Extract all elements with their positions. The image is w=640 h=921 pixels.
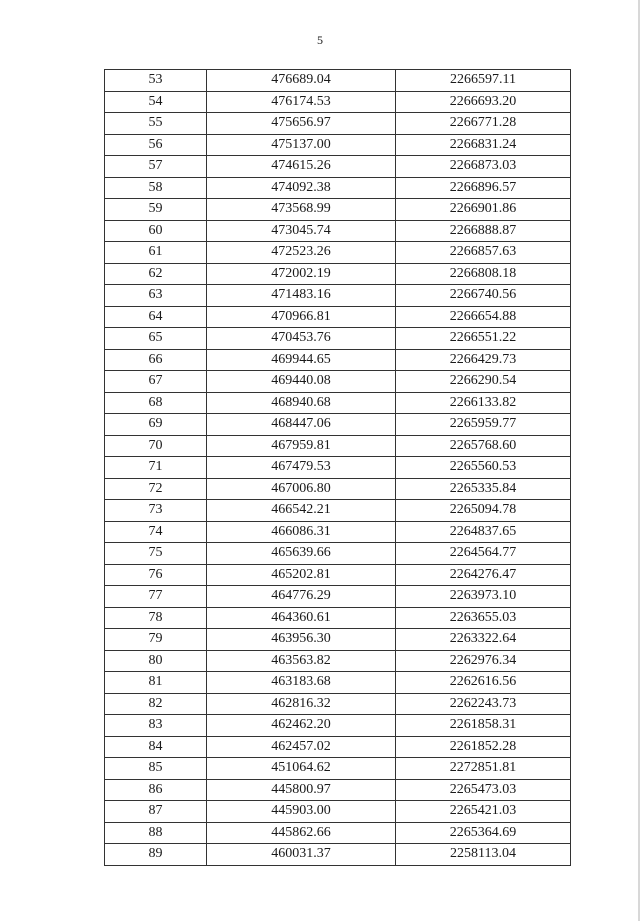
table-row (105, 650, 571, 672)
point-number-cell: 87 (105, 801, 207, 823)
table-row (105, 242, 571, 264)
y-coordinate-cell: 2265768.60 (396, 435, 571, 457)
y-coordinate-cell: 2266133.82 (396, 392, 571, 414)
point-number-cell: 62 (105, 263, 207, 285)
table-row (105, 500, 571, 522)
x-coordinate-cell: 445903.00 (207, 801, 396, 823)
table-row (105, 629, 571, 651)
table-row (105, 478, 571, 500)
table-row (105, 220, 571, 242)
x-coordinate-cell: 473045.74 (207, 220, 396, 242)
y-coordinate-cell: 2266771.28 (396, 113, 571, 135)
table-row (105, 607, 571, 629)
y-coordinate-cell: 2266873.03 (396, 156, 571, 178)
y-coordinate-cell: 2266693.20 (396, 91, 571, 113)
coordinate-table-body (105, 70, 571, 866)
x-coordinate-cell: 468940.68 (207, 392, 396, 414)
x-coordinate-cell: 467959.81 (207, 435, 396, 457)
y-coordinate-cell: 2266290.54 (396, 371, 571, 393)
y-coordinate-cell: 2272851.81 (396, 758, 571, 780)
x-coordinate-cell: 469944.65 (207, 349, 396, 371)
x-coordinate-cell: 468447.06 (207, 414, 396, 436)
table-row (105, 285, 571, 307)
point-number-cell: 64 (105, 306, 207, 328)
x-coordinate-cell: 475656.97 (207, 113, 396, 135)
x-coordinate-cell: 471483.16 (207, 285, 396, 307)
table-row (105, 715, 571, 737)
point-number-cell: 71 (105, 457, 207, 479)
point-number-cell: 85 (105, 758, 207, 780)
x-coordinate-cell: 470453.76 (207, 328, 396, 350)
table-row (105, 758, 571, 780)
point-number-cell: 53 (105, 70, 207, 92)
table-row (105, 844, 571, 866)
y-coordinate-cell: 2265335.84 (396, 478, 571, 500)
y-coordinate-cell: 2266597.11 (396, 70, 571, 92)
point-number-cell: 86 (105, 779, 207, 801)
y-coordinate-cell: 2261852.28 (396, 736, 571, 758)
y-coordinate-cell: 2264564.77 (396, 543, 571, 565)
point-number-cell: 59 (105, 199, 207, 221)
x-coordinate-cell: 476689.04 (207, 70, 396, 92)
y-coordinate-cell: 2265473.03 (396, 779, 571, 801)
table-row (105, 801, 571, 823)
x-coordinate-cell: 462816.32 (207, 693, 396, 715)
table-row (105, 263, 571, 285)
point-number-cell: 65 (105, 328, 207, 350)
y-coordinate-cell: 2266888.87 (396, 220, 571, 242)
y-coordinate-cell: 2266654.88 (396, 306, 571, 328)
point-number-cell: 68 (105, 392, 207, 414)
x-coordinate-cell: 463956.30 (207, 629, 396, 651)
point-number-cell: 72 (105, 478, 207, 500)
y-coordinate-cell: 2266857.63 (396, 242, 571, 264)
table-row (105, 328, 571, 350)
table-row (105, 586, 571, 608)
point-number-cell: 74 (105, 521, 207, 543)
table-row (105, 822, 571, 844)
x-coordinate-cell: 476174.53 (207, 91, 396, 113)
table-row (105, 693, 571, 715)
x-coordinate-cell: 473568.99 (207, 199, 396, 221)
x-coordinate-cell: 465639.66 (207, 543, 396, 565)
point-number-cell: 78 (105, 607, 207, 629)
x-coordinate-cell: 472523.26 (207, 242, 396, 264)
x-coordinate-cell: 463183.68 (207, 672, 396, 694)
x-coordinate-cell: 467479.53 (207, 457, 396, 479)
x-coordinate-cell: 464360.61 (207, 607, 396, 629)
point-number-cell: 75 (105, 543, 207, 565)
y-coordinate-cell: 2262616.56 (396, 672, 571, 694)
x-coordinate-cell: 466542.21 (207, 500, 396, 522)
y-coordinate-cell: 2266808.18 (396, 263, 571, 285)
x-coordinate-cell: 462462.20 (207, 715, 396, 737)
table-row (105, 70, 571, 92)
table-row (105, 779, 571, 801)
x-coordinate-cell: 463563.82 (207, 650, 396, 672)
table-row (105, 199, 571, 221)
table-row (105, 177, 571, 199)
table-row (105, 113, 571, 135)
x-coordinate-cell: 464776.29 (207, 586, 396, 608)
x-coordinate-cell: 451064.62 (207, 758, 396, 780)
point-number-cell: 81 (105, 672, 207, 694)
table-row (105, 564, 571, 586)
y-coordinate-cell: 2265421.03 (396, 801, 571, 823)
x-coordinate-cell: 469440.08 (207, 371, 396, 393)
point-number-cell: 54 (105, 91, 207, 113)
x-coordinate-cell: 465202.81 (207, 564, 396, 586)
y-coordinate-cell: 2263655.03 (396, 607, 571, 629)
x-coordinate-cell: 474092.38 (207, 177, 396, 199)
x-coordinate-cell: 475137.00 (207, 134, 396, 156)
x-coordinate-cell: 466086.31 (207, 521, 396, 543)
table-row (105, 91, 571, 113)
x-coordinate-cell: 474615.26 (207, 156, 396, 178)
y-coordinate-cell: 2265364.69 (396, 822, 571, 844)
x-coordinate-cell: 472002.19 (207, 263, 396, 285)
point-number-cell: 79 (105, 629, 207, 651)
y-coordinate-cell: 2266831.24 (396, 134, 571, 156)
table-row (105, 156, 571, 178)
y-coordinate-cell: 2266901.86 (396, 199, 571, 221)
point-number-cell: 69 (105, 414, 207, 436)
table-row (105, 134, 571, 156)
point-number-cell: 61 (105, 242, 207, 264)
point-number-cell: 70 (105, 435, 207, 457)
table-row (105, 672, 571, 694)
table-row (105, 435, 571, 457)
x-coordinate-cell: 445862.66 (207, 822, 396, 844)
table-row (105, 457, 571, 479)
point-number-cell: 57 (105, 156, 207, 178)
x-coordinate-cell: 445800.97 (207, 779, 396, 801)
point-number-cell: 67 (105, 371, 207, 393)
table-row (105, 736, 571, 758)
y-coordinate-cell: 2258113.04 (396, 844, 571, 866)
point-number-cell: 88 (105, 822, 207, 844)
page-number: 5 (317, 33, 323, 47)
point-number-cell: 58 (105, 177, 207, 199)
y-coordinate-cell: 2264276.47 (396, 564, 571, 586)
point-number-cell: 89 (105, 844, 207, 866)
y-coordinate-cell: 2261858.31 (396, 715, 571, 737)
y-coordinate-cell: 2266740.56 (396, 285, 571, 307)
x-coordinate-cell: 467006.80 (207, 478, 396, 500)
table-row (105, 543, 571, 565)
y-coordinate-cell: 2264837.65 (396, 521, 571, 543)
coordinate-table (104, 69, 571, 866)
y-coordinate-cell: 2262976.34 (396, 650, 571, 672)
point-number-cell: 56 (105, 134, 207, 156)
point-number-cell: 60 (105, 220, 207, 242)
point-number-cell: 83 (105, 715, 207, 737)
table-row (105, 521, 571, 543)
x-coordinate-cell: 470966.81 (207, 306, 396, 328)
y-coordinate-cell: 2265094.78 (396, 500, 571, 522)
table-row (105, 414, 571, 436)
y-coordinate-cell: 2265959.77 (396, 414, 571, 436)
point-number-cell: 76 (105, 564, 207, 586)
point-number-cell: 84 (105, 736, 207, 758)
point-number-cell: 73 (105, 500, 207, 522)
table-row (105, 349, 571, 371)
y-coordinate-cell: 2263322.64 (396, 629, 571, 651)
x-coordinate-cell: 460031.37 (207, 844, 396, 866)
x-coordinate-cell: 462457.02 (207, 736, 396, 758)
y-coordinate-cell: 2266551.22 (396, 328, 571, 350)
table-row (105, 392, 571, 414)
point-number-cell: 80 (105, 650, 207, 672)
y-coordinate-cell: 2266896.57 (396, 177, 571, 199)
point-number-cell: 55 (105, 113, 207, 135)
point-number-cell: 77 (105, 586, 207, 608)
y-coordinate-cell: 2265560.53 (396, 457, 571, 479)
y-coordinate-cell: 2263973.10 (396, 586, 571, 608)
point-number-cell: 63 (105, 285, 207, 307)
y-coordinate-cell: 2266429.73 (396, 349, 571, 371)
point-number-cell: 66 (105, 349, 207, 371)
y-coordinate-cell: 2262243.73 (396, 693, 571, 715)
table-row (105, 306, 571, 328)
table-row (105, 371, 571, 393)
point-number-cell: 82 (105, 693, 207, 715)
